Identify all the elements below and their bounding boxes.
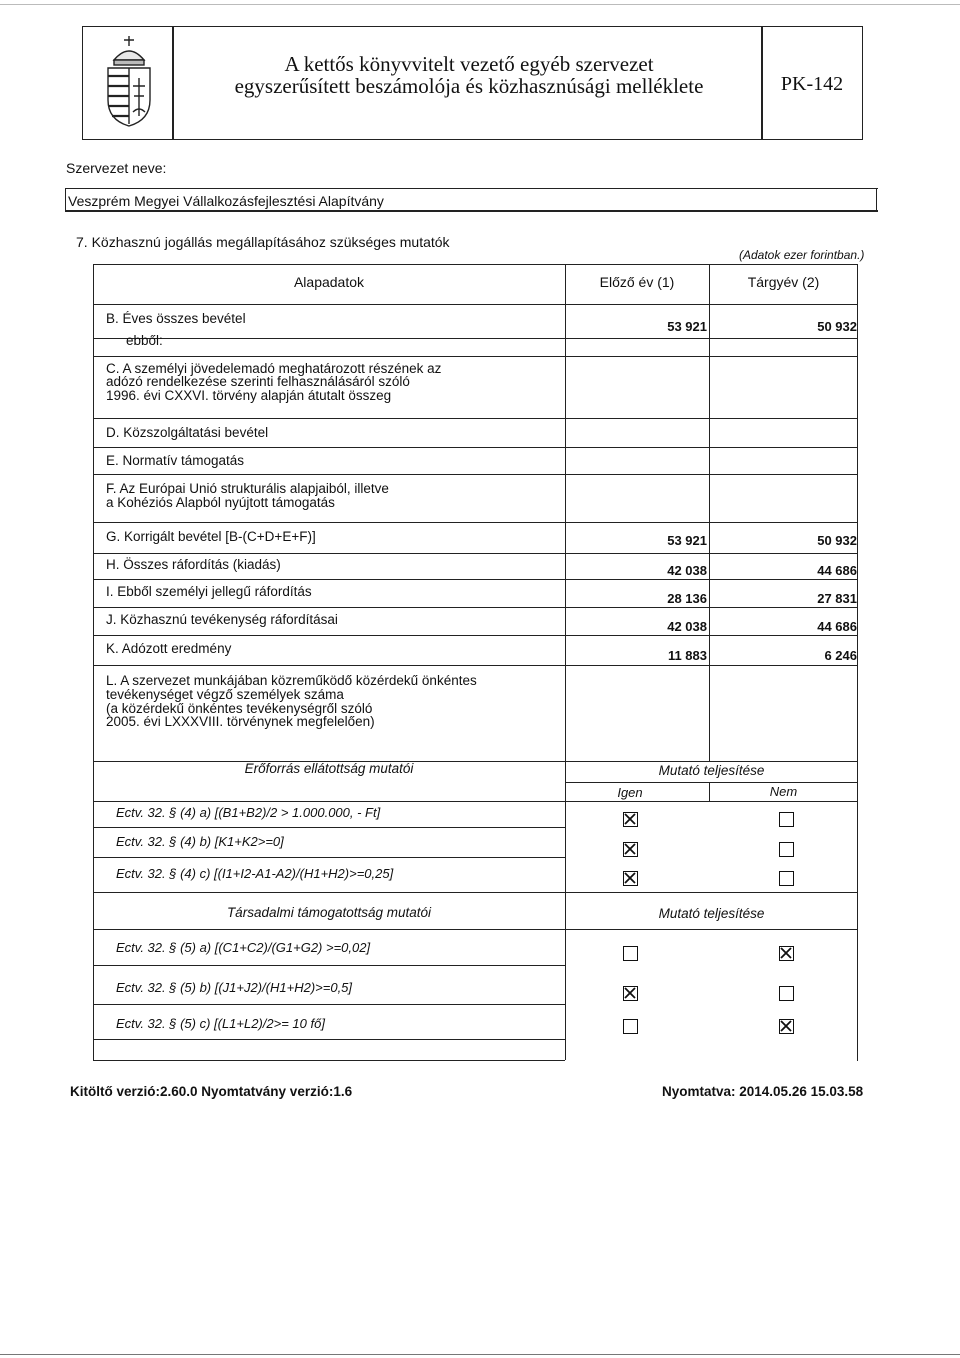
row-l-label-1: L. A szervezet munkájában közreműködő közérdekű önkéntes [106, 673, 477, 688]
row-j-label: J. Közhasznú tevékenység ráfordításai [106, 612, 338, 627]
row-g-label: G. Korrigált bevétel [B-(C+D+E+F)] [106, 529, 316, 544]
row-g-prev: 53 921 [667, 533, 707, 548]
resource-title: Erőforrás ellátottság mutatói [244, 761, 414, 776]
ind-subheader-rule [565, 782, 858, 783]
resource-b-no-checkbox[interactable] [779, 842, 794, 857]
resource-row-a: Ectv. 32. § (4) a) [(B1+B2)/2 > 1.000.000, - Ft] [116, 805, 381, 820]
row-i-label: I. Ebből személyi jellegű ráfordítás [106, 584, 312, 599]
row-h-curr: 44 686 [817, 563, 857, 578]
section-title: 7. Közhasznú jogállás megállapításához szükséges mutatók [76, 234, 450, 250]
row-line [93, 607, 858, 608]
row-b-label: B. Éves összes bevétel [106, 311, 246, 326]
row-c-label-1: C. A személyi jövedelemadó meghatározott részének az [106, 361, 442, 376]
org-name: Veszprém Megyei Vállalkozásfejlesztési Alapítvány [68, 193, 384, 209]
resource-b-yes-checkbox[interactable] [623, 842, 638, 857]
form-title-line2: egyszerűsített beszámolója és közhasznúsági melléklete [234, 74, 704, 98]
bottom-rule [0, 1354, 960, 1355]
ind-row-line [93, 892, 858, 893]
row-j-prev: 42 038 [667, 619, 707, 634]
social-c-yes-checkbox[interactable] [623, 1019, 638, 1034]
row-line [93, 579, 858, 580]
row-f-label-2: a Kohéziós Alapból nyújtott támogatás [106, 495, 335, 510]
ind-row-line [93, 857, 565, 858]
row-line [93, 304, 858, 305]
row-l-label-4: 2005. évi LXXXVIII. törvénynek megfelelően) [106, 714, 375, 729]
header-divider-left [172, 26, 174, 140]
row-line [93, 553, 858, 554]
no-header: Nem [769, 784, 798, 799]
footer-version: Kitöltő verzió:2.60.0 Nyomtatvány verzió:1.6 [70, 1084, 353, 1099]
row-b-curr: 50 932 [817, 319, 857, 334]
social-row-b: Ectv. 32. § (5) b) [(J1+J2)/(H1+H2)>=0,5] [116, 980, 353, 995]
social-row-a: Ectv. 32. § (5) a) [(C1+C2)/(G1+G2) >=0,02] [116, 940, 371, 955]
row-f-label-1: F. Az Európai Unió strukturális alapjaiból, illetve [106, 481, 389, 496]
social-b-no-checkbox[interactable] [779, 986, 794, 1001]
row-line [93, 474, 858, 475]
row-line [93, 447, 858, 448]
fulfilment-title: Mutató teljesítése [658, 763, 765, 778]
row-e-label: E. Normatív támogatás [106, 453, 245, 468]
resource-a-yes-checkbox[interactable] [623, 812, 638, 827]
social-title: Társadalmi támogatottság mutatói [226, 905, 432, 920]
unit-note: (Adatok ezer forintban.) [739, 248, 865, 262]
row-g-curr: 50 932 [817, 533, 857, 548]
row-c-label-2: adózó rendelkezése szerinti felhasználásáról szóló [106, 374, 410, 389]
row-l-label-3: (a közérdekű önkéntes tevékenységről szóló [106, 701, 373, 716]
resource-c-no-checkbox[interactable] [779, 871, 794, 886]
ind-header-rule [93, 801, 858, 802]
row-line [93, 418, 858, 419]
row-k-prev: 11 883 [667, 648, 707, 663]
table-bottom-rule [93, 1060, 565, 1061]
resource-row-b: Ectv. 32. § (4) b) [K1+K2>=0] [116, 834, 284, 849]
social-row-line [93, 1004, 565, 1005]
resource-a-no-checkbox[interactable] [779, 812, 794, 827]
ind-row-line [93, 827, 565, 828]
social-row-line [93, 965, 565, 966]
social-a-yes-checkbox[interactable] [623, 946, 638, 961]
resource-row-c: Ectv. 32. § (4) c) [(I1+I2-A1-A2)/(H1+H2)>=0,25] [116, 866, 394, 881]
row-b-prev: 53 921 [667, 319, 707, 334]
row-k-curr: 6 246 [824, 648, 857, 663]
row-i-curr: 27 831 [817, 591, 857, 606]
row-line [93, 338, 858, 339]
social-a-no-checkbox[interactable] [779, 946, 794, 961]
social-fulfilment-title: Mutató teljesítése [658, 906, 765, 921]
hungarian-coat-of-arms-icon [100, 34, 158, 130]
org-label: Szervezet neve: [66, 160, 167, 176]
row-d-label: D. Közszolgáltatási bevétel [106, 425, 269, 440]
social-b-yes-checkbox[interactable] [623, 986, 638, 1001]
row-l-label-2: tevékenységet végző személyek száma [106, 687, 344, 702]
row-j-curr: 44 686 [817, 619, 857, 634]
header-base: Alapadatok [293, 274, 365, 290]
row-line [93, 356, 858, 357]
social-c-no-checkbox[interactable] [779, 1019, 794, 1034]
row-line [93, 665, 858, 666]
header-prev: Előző év (1) [599, 274, 675, 290]
header-curr: Tárgyév (2) [747, 274, 820, 290]
row-c-label-3: 1996. évi CXXVI. törvény alapján átutalt összeg [106, 388, 392, 403]
row-h-prev: 42 038 [667, 563, 707, 578]
row-i-prev: 28 136 [667, 591, 707, 606]
social-row-line [93, 1039, 565, 1040]
org-field-edge [876, 188, 877, 212]
row-ebbol-label: ebből: [126, 333, 163, 348]
footer-printed: Nyomtatva: 2014.05.26 15.03.58 [662, 1084, 864, 1099]
org-rule [65, 211, 878, 212]
row-h-label: H. Összes ráfordítás (kiadás) [106, 557, 281, 572]
row-k-label: K. Adózott eredmény [106, 641, 232, 656]
row-line [93, 635, 858, 636]
form-title-line1: A kettős könyvvitelt vezető egyéb szervezet [284, 52, 654, 76]
top-rule [0, 4, 960, 5]
resource-c-yes-checkbox[interactable] [623, 871, 638, 886]
social-header-rule [93, 929, 858, 930]
row-line [93, 522, 858, 523]
yes-header: Igen [617, 785, 643, 800]
social-row-c: Ectv. 32. § (5) c) [(L1+L2)/2>= 10 fő] [116, 1016, 325, 1031]
form-code: PK-142 [780, 73, 844, 95]
